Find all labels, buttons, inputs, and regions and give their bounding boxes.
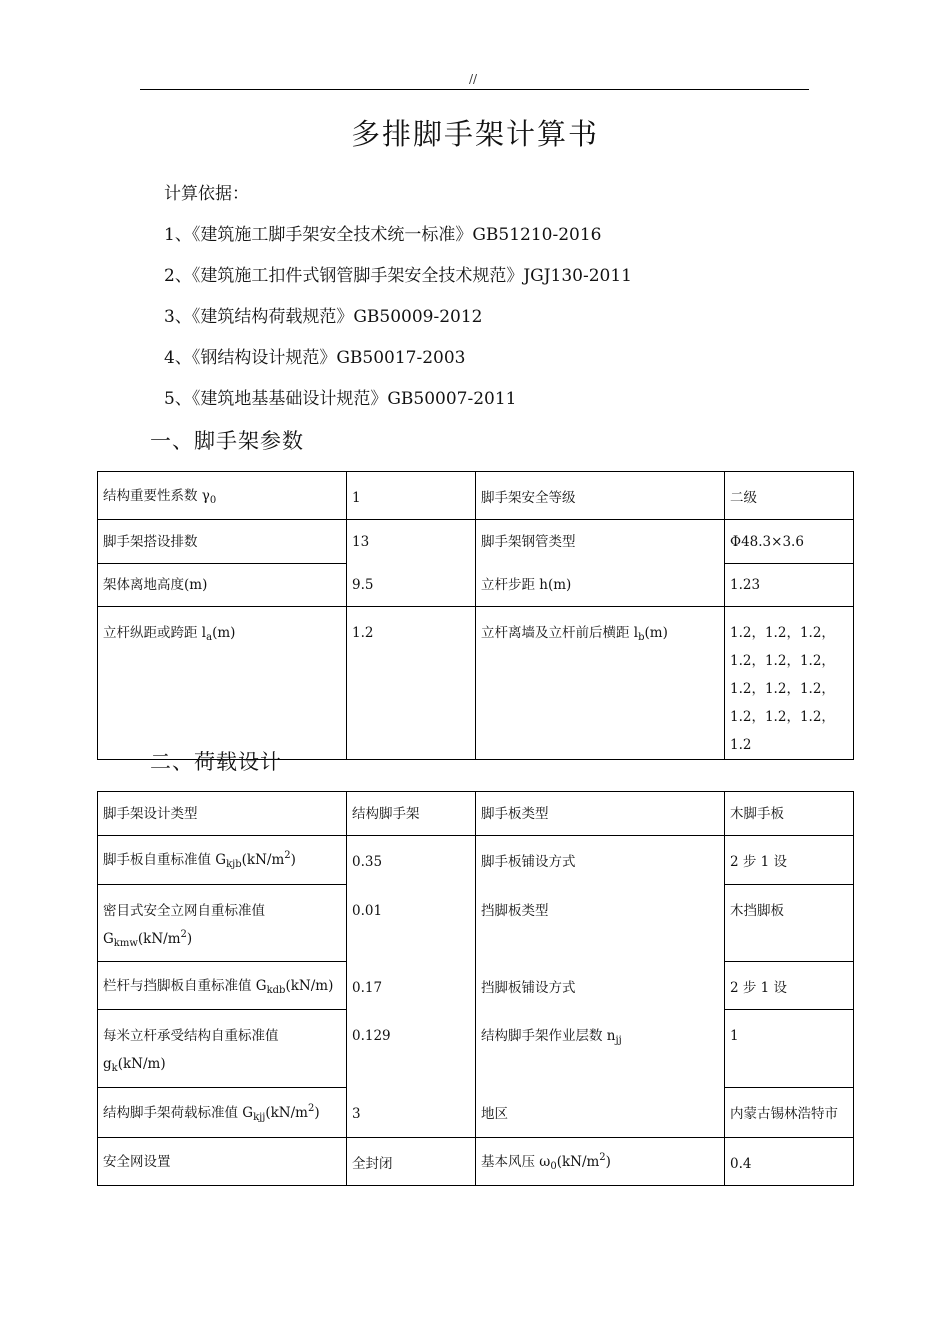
section-title-scaffold-params: 一、脚手架参数	[150, 429, 304, 453]
table-row	[98, 1010, 854, 1088]
param-value: 0.17	[347, 962, 476, 1010]
table-row	[98, 520, 854, 564]
table-row	[98, 1138, 854, 1186]
param-label: 脚手板自重标准值 $G_{kjb}(kN/m^2)$	[98, 836, 347, 885]
param-value: 结构脚手架	[347, 792, 476, 836]
table-row	[98, 1088, 854, 1138]
basis-item: 1、《建筑施工脚手架安全技术统一标准》GB51210-2016	[164, 225, 602, 245]
param-value: 0.35	[347, 836, 476, 885]
param-label: 地区	[476, 1088, 725, 1138]
param-value: 内蒙古锡林浩特市	[725, 1088, 854, 1138]
param-value: 3	[347, 1088, 476, 1138]
param-label: 挡脚板铺设方式	[476, 962, 725, 1010]
param-label: 栏杆与挡脚板自重标准值 $G_{kdb}(kN/m)$	[98, 962, 347, 1010]
table-row	[98, 472, 854, 520]
param-label: 结构脚手架作业层数 $n_{jj}$	[476, 1010, 725, 1088]
param-value: 木脚手板	[725, 792, 854, 836]
param-label: 挡脚板类型	[476, 885, 725, 962]
param-value: 1.23	[725, 564, 854, 607]
param-label: 结构重要性系数 $\gamma_0$	[98, 472, 347, 520]
table-row	[98, 564, 854, 607]
section-title-load-design: 二、荷载设计	[150, 750, 282, 774]
table-row	[98, 836, 854, 885]
scaffold-params-table	[97, 471, 854, 760]
basis-label: 计算依据：	[164, 184, 249, 204]
param-value: 0.4	[725, 1138, 854, 1186]
param-value: 二级	[725, 472, 854, 520]
param-label: 安全网设置	[98, 1138, 347, 1186]
table-row	[98, 885, 854, 962]
param-value: 2 步 1 设	[725, 836, 854, 885]
document-title: 多排脚手架计算书	[350, 117, 599, 151]
param-label: 架体离地高度(m)	[98, 564, 347, 607]
param-label: 每米立杆承受结构自重标准值 $g_k(kN/m)$	[98, 1010, 347, 1088]
param-label: 结构脚手架荷载标准值 $G_{kjj}(kN/m^2)$	[98, 1088, 347, 1138]
param-value: 1	[347, 472, 476, 520]
param-label: 脚手板铺设方式	[476, 836, 725, 885]
table-row	[98, 607, 854, 760]
param-value: 1	[725, 1010, 854, 1088]
header-rule	[140, 89, 809, 90]
load-design-table	[97, 791, 854, 1186]
basis-item: 5、《建筑地基基础设计规范》GB50007-2011	[164, 389, 517, 409]
basis-item: 4、《钢结构设计规范》GB50017-2003	[164, 348, 466, 368]
param-label: 立杆步距 h(m)	[476, 564, 725, 607]
param-value: 13	[347, 520, 476, 564]
table-row	[98, 962, 854, 1010]
param-value: 1.2	[347, 607, 476, 760]
param-label: 脚手架搭设排数	[98, 520, 347, 564]
param-value: 0.01	[347, 885, 476, 962]
param-label: 脚手架设计类型	[98, 792, 347, 836]
basis-item: 2、《建筑施工扣件式钢管脚手架安全技术规范》JGJ130-2011	[164, 266, 632, 286]
param-label: 基本风压 $\omega_0(kN/m^2)$	[476, 1138, 725, 1186]
param-value: 木挡脚板	[725, 885, 854, 962]
param-value: 2 步 1 设	[725, 962, 854, 1010]
param-value: 9.5	[347, 564, 476, 607]
header-mark: //	[469, 72, 478, 86]
basis-item: 3、《建筑结构荷载规范》GB50009-2012	[164, 307, 483, 327]
param-value: 1.2，1.2，1.2， 1.2，1.2，1.2， 1.2，1.2，1.2， 1.2，1.2，1.2，1.2	[725, 607, 854, 760]
param-value: Φ48.3×3.6	[725, 520, 854, 564]
param-label: 立杆纵距或跨距 $l_a(m)$	[98, 607, 347, 760]
param-label: 立杆离墙及立杆前后横距 $l_b(m)$	[476, 607, 725, 760]
param-label: 脚手架钢管类型	[476, 520, 725, 564]
param-value: 全封闭	[347, 1138, 476, 1186]
param-label: 脚手架安全等级	[476, 472, 725, 520]
param-value: 0.129	[347, 1010, 476, 1088]
param-label: 脚手板类型	[476, 792, 725, 836]
param-label: 密目式安全立网自重标准值 $G_{kmw}(kN/m^2)$	[98, 885, 347, 962]
table-row	[98, 792, 854, 836]
